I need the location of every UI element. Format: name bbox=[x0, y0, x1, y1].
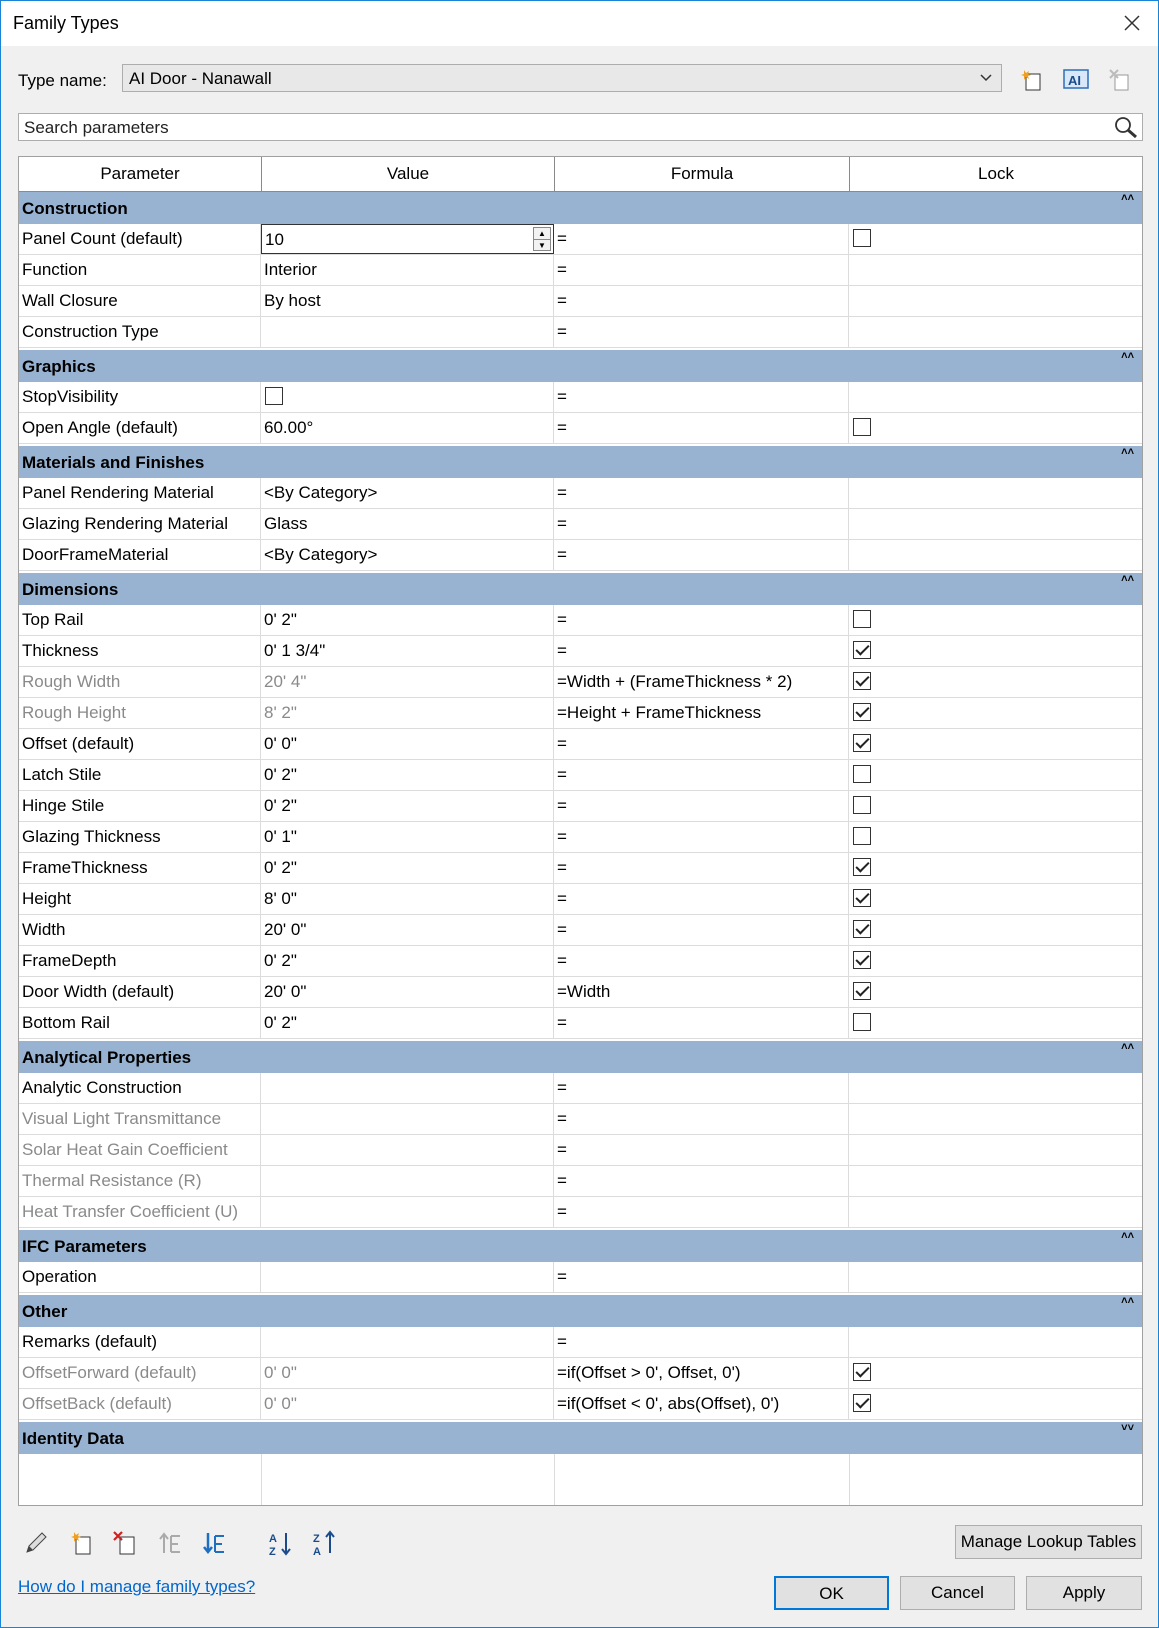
parameter-name[interactable]: DoorFrameMaterial bbox=[19, 540, 261, 570]
parameter-name[interactable]: StopVisibility bbox=[19, 382, 261, 412]
table-row bbox=[19, 509, 1142, 540]
search-icon[interactable] bbox=[1113, 115, 1139, 139]
table-row bbox=[19, 636, 1142, 667]
new-type-icon[interactable] bbox=[1018, 66, 1046, 94]
formula-cell[interactable]: = bbox=[554, 255, 849, 285]
parameter-name[interactable]: Glazing Thickness bbox=[19, 822, 261, 852]
table-row bbox=[19, 1197, 1142, 1228]
formula-cell[interactable]: = bbox=[554, 478, 849, 508]
search-parameters-field[interactable] bbox=[18, 113, 1143, 141]
table-row bbox=[19, 729, 1142, 760]
group-label: Other bbox=[22, 1302, 68, 1321]
value-cell[interactable] bbox=[261, 382, 554, 412]
formula-cell[interactable]: =if(Offset < 0', abs(Offset), 0') bbox=[554, 1389, 849, 1419]
apply-button[interactable]: Apply bbox=[1026, 1576, 1142, 1610]
table-row bbox=[19, 1104, 1142, 1135]
move-up-icon[interactable] bbox=[156, 1529, 184, 1557]
formula-cell[interactable]: = bbox=[554, 509, 849, 539]
value-checkbox[interactable] bbox=[265, 387, 283, 405]
formula-cell[interactable]: = bbox=[554, 1327, 849, 1357]
value-cell[interactable]: Interior bbox=[261, 255, 554, 285]
table-row bbox=[19, 822, 1142, 853]
column-divider bbox=[261, 1454, 262, 1506]
formula-cell[interactable]: =Width + (FrameThickness * 2) bbox=[554, 667, 849, 697]
lock-checkbox[interactable] bbox=[853, 1363, 871, 1381]
value-cell[interactable]: By host bbox=[261, 286, 554, 316]
lock-cell bbox=[849, 1262, 1142, 1292]
svg-text:Z: Z bbox=[269, 1546, 276, 1557]
formula-cell[interactable]: =Width bbox=[554, 977, 849, 1007]
group-header[interactable] bbox=[19, 1422, 1142, 1454]
value-cell[interactable]: 20' 0" bbox=[261, 915, 554, 945]
formula-cell[interactable]: = bbox=[554, 822, 849, 852]
formula-cell[interactable]: = bbox=[554, 884, 849, 914]
lock-checkbox[interactable] bbox=[853, 920, 871, 938]
formula-cell[interactable]: = bbox=[554, 1135, 849, 1165]
value-cell[interactable]: 0' 2" bbox=[261, 760, 554, 790]
lock-cell bbox=[849, 317, 1142, 347]
lock-checkbox[interactable] bbox=[853, 796, 871, 814]
rename-type-icon[interactable] bbox=[1062, 66, 1090, 94]
formula-cell[interactable]: = bbox=[554, 636, 849, 666]
parameter-name[interactable]: FrameDepth bbox=[19, 946, 261, 976]
parameter-name[interactable]: Panel Rendering Material bbox=[19, 478, 261, 508]
parameter-name[interactable]: Construction Type bbox=[19, 317, 261, 347]
parameter-name[interactable]: Thermal Resistance (R) bbox=[19, 1166, 261, 1196]
delete-parameter-icon[interactable] bbox=[111, 1529, 139, 1557]
lock-cell bbox=[849, 915, 1142, 945]
value-cell[interactable]: 0' 2" bbox=[261, 1008, 554, 1038]
chevron-down-icon bbox=[979, 72, 993, 84]
value-cell: 8' 2" bbox=[261, 698, 554, 728]
group-label: Construction bbox=[22, 199, 128, 218]
parameter-name[interactable]: Operation bbox=[19, 1262, 261, 1292]
column-header-formula[interactable]: Formula bbox=[555, 157, 850, 191]
lock-cell bbox=[849, 760, 1142, 790]
lock-checkbox[interactable] bbox=[853, 703, 871, 721]
lock-cell bbox=[849, 509, 1142, 539]
type-name-value: AI Door - Nanawall bbox=[129, 69, 272, 88]
collapse-icon[interactable]: ˄˄ bbox=[1121, 350, 1134, 362]
manage-lookup-tables-button[interactable]: Manage Lookup Tables bbox=[955, 1525, 1142, 1559]
table-row bbox=[19, 1262, 1142, 1293]
parameter-name[interactable]: Rough Width bbox=[19, 667, 261, 697]
parameter-name[interactable]: Bottom Rail bbox=[19, 1008, 261, 1038]
group-header[interactable] bbox=[19, 350, 1142, 382]
column-header-value[interactable]: Value bbox=[262, 157, 555, 191]
lock-checkbox[interactable] bbox=[853, 765, 871, 783]
title-bar bbox=[1, 1, 1158, 46]
type-name-label: Type name: bbox=[18, 71, 107, 90]
value-text[interactable]: 10 bbox=[265, 230, 284, 249]
lock-cell bbox=[849, 853, 1142, 883]
lock-checkbox[interactable] bbox=[853, 610, 871, 628]
value-cell[interactable]: Glass bbox=[261, 509, 554, 539]
collapse-icon[interactable]: ˄˄ bbox=[1121, 1230, 1134, 1242]
parameters-grid bbox=[18, 156, 1143, 1506]
svg-text:Z: Z bbox=[313, 1533, 320, 1545]
move-down-icon[interactable] bbox=[200, 1529, 228, 1557]
column-header-parameter[interactable]: Parameter bbox=[19, 157, 262, 191]
parameter-name[interactable]: Open Angle (default) bbox=[19, 413, 261, 443]
lock-cell bbox=[849, 413, 1142, 443]
lock-cell bbox=[849, 286, 1142, 316]
group-header[interactable] bbox=[19, 573, 1142, 605]
column-header-lock[interactable]: Lock bbox=[850, 157, 1142, 191]
table-row bbox=[19, 853, 1142, 884]
lock-checkbox[interactable] bbox=[853, 827, 871, 845]
lock-cell bbox=[849, 255, 1142, 285]
formula-cell[interactable]: = bbox=[554, 286, 849, 316]
lock-checkbox[interactable] bbox=[853, 229, 871, 247]
value-cell[interactable]: 0' 2" bbox=[261, 853, 554, 883]
svg-text:A: A bbox=[313, 1546, 321, 1557]
table-row bbox=[19, 382, 1142, 413]
lock-cell bbox=[849, 822, 1142, 852]
lock-checkbox[interactable] bbox=[853, 951, 871, 969]
value-cell: 0' 0" bbox=[261, 1358, 554, 1388]
lock-checkbox[interactable] bbox=[853, 672, 871, 690]
table-row bbox=[19, 605, 1142, 636]
dialog-title: Family Types bbox=[13, 13, 119, 33]
value-cell[interactable]: 0' 2" bbox=[261, 946, 554, 976]
formula-cell[interactable]: = bbox=[554, 1073, 849, 1103]
formula-cell[interactable]: = bbox=[554, 540, 849, 570]
search-input[interactable] bbox=[22, 116, 1096, 140]
lock-cell bbox=[849, 540, 1142, 570]
formula-cell[interactable]: = bbox=[554, 946, 849, 976]
parameter-name[interactable]: Visual Light Transmittance bbox=[19, 1104, 261, 1134]
formula-cell[interactable]: = bbox=[554, 1008, 849, 1038]
value-cell[interactable]: 20' 0" bbox=[261, 977, 554, 1007]
formula-cell[interactable]: = bbox=[554, 413, 849, 443]
edit-parameter-icon[interactable] bbox=[22, 1529, 50, 1557]
group-header[interactable] bbox=[19, 1041, 1142, 1073]
table-row bbox=[19, 1166, 1142, 1197]
lock-cell bbox=[849, 977, 1142, 1007]
lock-cell bbox=[849, 1389, 1142, 1419]
parameter-name[interactable]: Offset (default) bbox=[19, 729, 261, 759]
value-cell[interactable] bbox=[261, 317, 554, 347]
collapse-icon[interactable]: ˄˄ bbox=[1121, 1041, 1134, 1053]
parameter-name[interactable]: Analytic Construction bbox=[19, 1073, 261, 1103]
parameter-name[interactable]: Latch Stile bbox=[19, 760, 261, 790]
lock-checkbox[interactable] bbox=[853, 858, 871, 876]
formula-cell[interactable]: = bbox=[554, 224, 849, 254]
formula-cell[interactable]: = bbox=[554, 791, 849, 821]
parameter-name[interactable]: OffsetBack (default) bbox=[19, 1389, 261, 1419]
collapse-icon[interactable]: ˄˄ bbox=[1121, 446, 1134, 458]
table-row bbox=[19, 540, 1142, 571]
value-cell[interactable]: 0' 1" bbox=[261, 822, 554, 852]
lock-cell bbox=[849, 1327, 1142, 1357]
collapse-icon[interactable]: ˄˄ bbox=[1121, 192, 1134, 204]
table-row bbox=[19, 478, 1142, 509]
parameter-name[interactable]: Height bbox=[19, 884, 261, 914]
close-icon[interactable] bbox=[1118, 9, 1146, 37]
formula-cell[interactable]: = bbox=[554, 1166, 849, 1196]
value-cell[interactable]: 0' 1 3/4" bbox=[261, 636, 554, 666]
lock-cell bbox=[849, 1073, 1142, 1103]
formula-cell[interactable]: =Height + FrameThickness bbox=[554, 698, 849, 728]
formula-cell[interactable]: = bbox=[554, 853, 849, 883]
empty-grid-area bbox=[19, 1454, 1142, 1506]
spinner[interactable] bbox=[533, 227, 551, 251]
expand-icon[interactable]: ˅˅ bbox=[1121, 1422, 1134, 1434]
lock-checkbox[interactable] bbox=[853, 982, 871, 1000]
lock-cell bbox=[849, 382, 1142, 412]
value-cell[interactable] bbox=[261, 1327, 554, 1357]
delete-type-icon[interactable] bbox=[1106, 66, 1134, 94]
lock-checkbox[interactable] bbox=[853, 889, 871, 907]
value-cell[interactable]: 0' 2" bbox=[261, 605, 554, 635]
lock-checkbox[interactable] bbox=[853, 1394, 871, 1412]
table-row bbox=[19, 1358, 1142, 1389]
lock-cell bbox=[849, 1104, 1142, 1134]
table-row bbox=[19, 667, 1142, 698]
table-row bbox=[19, 224, 1142, 255]
table-row bbox=[19, 1008, 1142, 1039]
value-cell[interactable]: 0' 0" bbox=[261, 729, 554, 759]
table-row bbox=[19, 698, 1142, 729]
formula-cell[interactable]: = bbox=[554, 317, 849, 347]
value-editor[interactable] bbox=[261, 224, 554, 254]
lock-cell bbox=[849, 605, 1142, 635]
formula-cell[interactable]: =if(Offset > 0', Offset, 0') bbox=[554, 1358, 849, 1388]
value-cell bbox=[261, 1104, 554, 1134]
value-cell bbox=[261, 1166, 554, 1196]
parameter-name[interactable]: FrameThickness bbox=[19, 853, 261, 883]
parameter-name[interactable]: Top Rail bbox=[19, 605, 261, 635]
lock-cell bbox=[849, 636, 1142, 666]
lock-cell bbox=[849, 1197, 1142, 1227]
parameter-name[interactable]: Wall Closure bbox=[19, 286, 261, 316]
parameter-name[interactable]: Thickness bbox=[19, 636, 261, 666]
table-row bbox=[19, 1389, 1142, 1420]
table-row bbox=[19, 286, 1142, 317]
formula-cell[interactable]: = bbox=[554, 915, 849, 945]
lock-cell bbox=[849, 1008, 1142, 1038]
formula-cell[interactable]: = bbox=[554, 760, 849, 790]
group-header[interactable] bbox=[19, 1230, 1142, 1262]
lock-cell bbox=[849, 224, 1142, 254]
table-row bbox=[19, 884, 1142, 915]
sort-ascending-icon[interactable] bbox=[267, 1529, 295, 1557]
lock-cell bbox=[849, 946, 1142, 976]
table-row bbox=[19, 317, 1142, 348]
parameter-name[interactable]: Door Width (default) bbox=[19, 977, 261, 1007]
group-label: Identity Data bbox=[22, 1429, 125, 1448]
group-header[interactable] bbox=[19, 192, 1142, 224]
table-row bbox=[19, 413, 1142, 444]
svg-text:A: A bbox=[269, 1533, 277, 1545]
parameter-name[interactable]: Function bbox=[19, 255, 261, 285]
value-cell[interactable]: <By Category> bbox=[261, 540, 554, 570]
value-cell: 0' 0" bbox=[261, 1389, 554, 1419]
group-label: Dimensions bbox=[22, 580, 119, 599]
parameter-name[interactable]: Rough Height bbox=[19, 698, 261, 728]
value-cell bbox=[261, 1135, 554, 1165]
help-link[interactable]: How do I manage family types? bbox=[18, 1577, 256, 1596]
group-header[interactable] bbox=[19, 1295, 1142, 1327]
table-row bbox=[19, 760, 1142, 791]
cancel-button[interactable]: Cancel bbox=[900, 1576, 1015, 1610]
parameter-name[interactable]: OffsetForward (default) bbox=[19, 1358, 261, 1388]
parameter-name[interactable]: Panel Count (default) bbox=[19, 224, 261, 254]
formula-cell[interactable]: = bbox=[554, 1197, 849, 1227]
table-row bbox=[19, 1073, 1142, 1104]
type-name-dropdown[interactable] bbox=[122, 64, 1002, 92]
parameter-rows bbox=[19, 192, 1142, 1506]
table-row bbox=[19, 946, 1142, 977]
value-cell[interactable]: 0' 2" bbox=[261, 791, 554, 821]
lock-cell bbox=[849, 1166, 1142, 1196]
group-label: Graphics bbox=[22, 357, 96, 376]
lock-cell bbox=[849, 1358, 1142, 1388]
lock-cell bbox=[849, 478, 1142, 508]
group-label: Analytical Properties bbox=[22, 1048, 192, 1067]
ok-button[interactable]: OK bbox=[774, 1576, 889, 1610]
formula-cell[interactable]: = bbox=[554, 1104, 849, 1134]
lock-checkbox[interactable] bbox=[853, 641, 871, 659]
table-row bbox=[19, 1135, 1142, 1166]
table-row bbox=[19, 1327, 1142, 1358]
formula-cell[interactable]: = bbox=[554, 382, 849, 412]
table-row bbox=[19, 255, 1142, 286]
value-cell[interactable] bbox=[261, 1073, 554, 1103]
lock-cell bbox=[849, 1135, 1142, 1165]
lock-cell bbox=[849, 884, 1142, 914]
lock-cell bbox=[849, 729, 1142, 759]
lock-cell bbox=[849, 667, 1142, 697]
column-divider bbox=[554, 1454, 555, 1506]
lock-cell bbox=[849, 698, 1142, 728]
value-cell: 20' 4" bbox=[261, 667, 554, 697]
formula-cell[interactable]: = bbox=[554, 605, 849, 635]
column-divider bbox=[849, 1454, 850, 1506]
lock-checkbox[interactable] bbox=[853, 734, 871, 752]
parameter-name[interactable]: Glazing Rendering Material bbox=[19, 509, 261, 539]
spin-up-icon[interactable]: ▲ bbox=[534, 228, 550, 240]
group-label: Materials and Finishes bbox=[22, 453, 205, 472]
value-cell bbox=[261, 1197, 554, 1227]
table-row bbox=[19, 791, 1142, 822]
lock-cell bbox=[849, 791, 1142, 821]
svg-text:AI: AI bbox=[1068, 73, 1081, 88]
parameter-name[interactable]: Heat Transfer Coefficient (U) bbox=[19, 1197, 261, 1227]
parameter-name[interactable]: Hinge Stile bbox=[19, 791, 261, 821]
value-cell[interactable]: <By Category> bbox=[261, 478, 554, 508]
collapse-icon[interactable]: ˄˄ bbox=[1121, 1295, 1134, 1307]
spin-down-icon[interactable]: ▼ bbox=[538, 241, 546, 250]
lock-checkbox[interactable] bbox=[853, 418, 871, 436]
formula-cell[interactable]: = bbox=[554, 729, 849, 759]
new-parameter-icon[interactable] bbox=[67, 1529, 95, 1557]
collapse-icon[interactable]: ˄˄ bbox=[1121, 573, 1134, 585]
group-header[interactable] bbox=[19, 446, 1142, 478]
parameter-name[interactable]: Width bbox=[19, 915, 261, 945]
value-cell[interactable]: 60.00° bbox=[261, 413, 554, 443]
table-row bbox=[19, 977, 1142, 1008]
group-label: IFC Parameters bbox=[22, 1237, 147, 1256]
lock-checkbox[interactable] bbox=[853, 1013, 871, 1031]
parameter-name[interactable]: Solar Heat Gain Coefficient bbox=[19, 1135, 261, 1165]
parameter-name[interactable]: Remarks (default) bbox=[19, 1327, 261, 1357]
sort-descending-icon[interactable] bbox=[311, 1529, 339, 1557]
table-row bbox=[19, 915, 1142, 946]
value-cell[interactable] bbox=[261, 1262, 554, 1292]
formula-cell[interactable]: = bbox=[554, 1262, 849, 1292]
column-headers bbox=[19, 157, 1142, 192]
value-cell[interactable]: 8' 0" bbox=[261, 884, 554, 914]
